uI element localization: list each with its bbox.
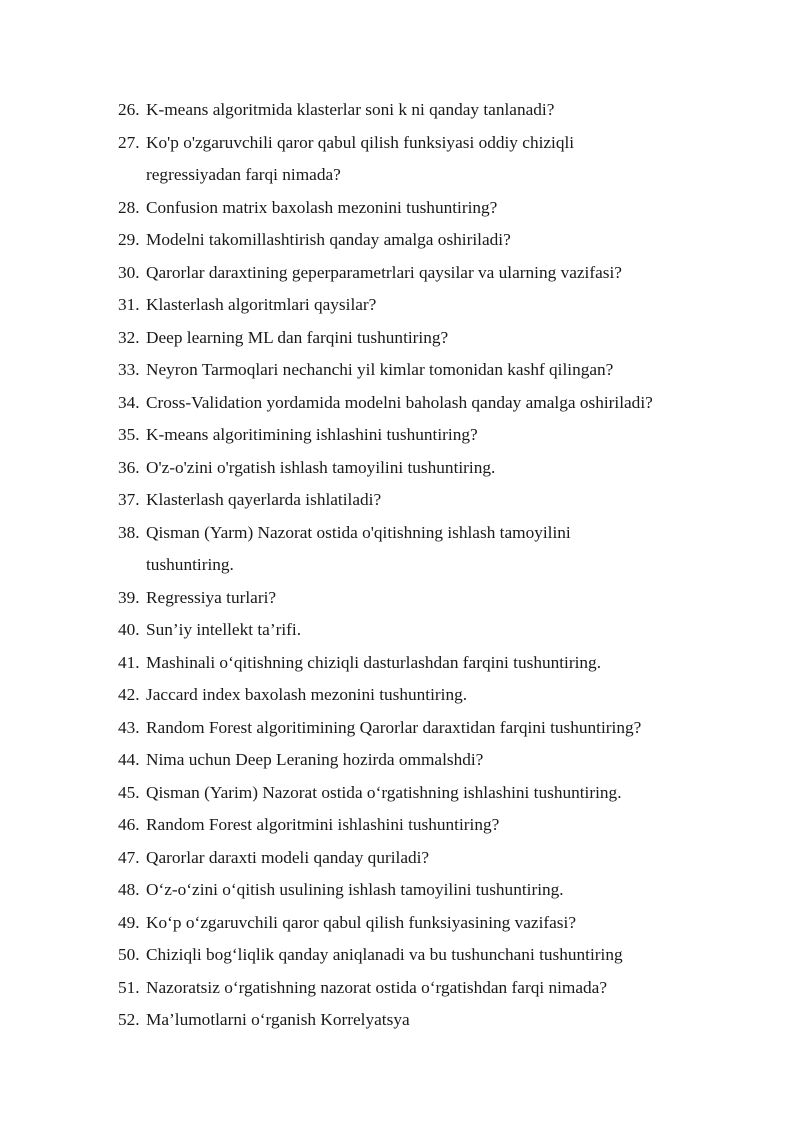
question-number: 38.: [118, 522, 140, 542]
question-text: [146, 127, 718, 192]
question-number: 45.: [118, 782, 140, 802]
question-text-line: Jaccard index baxolash mezonini tushuntiring.: [146, 685, 468, 704]
question-item: [118, 1004, 718, 1037]
question-text-line: O‘z-o‘zini o‘qitish usulining ishlash tamoyilini tushuntiring.: [146, 880, 564, 899]
question-number: 48.: [118, 880, 140, 899]
question-item: [118, 94, 718, 127]
question-item: [118, 777, 718, 810]
question-text: [146, 224, 718, 257]
question-text-line: Modelni takomillashtirish qanday amalga oshiriladi?: [146, 230, 511, 249]
question-item: [118, 972, 718, 1005]
question-item: [118, 289, 718, 322]
question-text: [146, 192, 718, 225]
question-text: [146, 874, 718, 907]
question-text: [146, 322, 718, 355]
question-text: [146, 452, 718, 485]
question-text: [146, 1004, 718, 1037]
question-item: [118, 744, 718, 777]
question-item: [118, 257, 718, 290]
question-text-line: Confusion matrix baxolash mezonini tushuntiring?: [146, 197, 498, 217]
question-number: 39.: [118, 587, 140, 607]
question-text-line: Random Forest algoritmini ishlashini tushuntiring?: [146, 815, 500, 834]
question-text: [146, 94, 718, 127]
question-number: 29.: [118, 230, 140, 249]
question-number: 47.: [118, 847, 140, 867]
question-text: [146, 257, 718, 290]
question-text-line: Nima uchun Deep Leraning hozirda ommalshdi?: [146, 750, 484, 769]
question-item: [118, 614, 718, 647]
question-text-line: tushuntiring.: [146, 555, 234, 574]
question-text-line: Ko'p o'zgaruvchili qaror qabul qilish funksiyasi oddiy chiziqli: [146, 132, 575, 152]
question-text-line: Qarorlar daraxtining geperparametrlari qaysilar va ularning vazifasi?: [146, 262, 622, 282]
question-number: 37.: [118, 490, 140, 509]
question-text-line: regressiyadan farqi nimada?: [146, 165, 341, 184]
question-text-line: Cross-Validation yordamida modelni baholash qanday amalga oshiriladi?: [146, 392, 653, 412]
question-text-line: Ma’lumotlarni o‘rganish Korrelyatsya: [146, 1010, 410, 1029]
question-list: [118, 94, 718, 1037]
question-text-line: Regressiya turlari?: [146, 587, 277, 607]
question-number: 35.: [118, 425, 140, 444]
question-number: 31.: [118, 295, 140, 314]
question-text-line: Mashinali o‘qitishning chiziqli dasturlashdan farqini tushuntiring.: [146, 652, 602, 672]
question-number: 36.: [118, 457, 140, 477]
question-text: [146, 744, 718, 777]
question-text: [146, 517, 718, 582]
question-item: [118, 354, 718, 387]
question-item: [118, 484, 718, 517]
question-number: 41.: [118, 652, 140, 672]
question-item: [118, 224, 718, 257]
question-text: [146, 712, 718, 745]
question-text-line: Random Forest algoritimining Qarorlar daraxtidan farqini tushuntiring?: [146, 717, 642, 737]
question-text-line: Qisman (Yarim) Nazorat ostida o‘rgatishning ishlashini tushuntiring.: [146, 782, 622, 802]
question-item: [118, 647, 718, 680]
question-number: 44.: [118, 750, 140, 769]
question-text: [146, 842, 718, 875]
question-item: [118, 712, 718, 745]
question-text: [146, 777, 718, 810]
question-text-line: Qarorlar daraxti modeli qanday quriladi?: [146, 847, 430, 867]
question-text: [146, 354, 718, 387]
question-item: [118, 517, 718, 582]
question-text: [146, 387, 718, 420]
question-text: [146, 809, 718, 842]
question-number: 33.: [118, 360, 140, 379]
question-text-line: Neyron Tarmoqlari nechanchi yil kimlar tomonidan kashf qilingan?: [146, 360, 614, 379]
question-text-line: Chiziqli bog‘liqlik qanday aniqlanadi va bu tushunchani tushuntiring: [146, 945, 623, 964]
question-item: [118, 192, 718, 225]
question-text-line: K-means algoritmida klasterlar soni k ni qanday tanlanadi?: [146, 100, 555, 119]
question-item: [118, 679, 718, 712]
question-text-line: Qisman (Yarm) Nazorat ostida o'qitishning ishlash tamoyilini: [146, 522, 571, 542]
question-item: [118, 874, 718, 907]
question-number: 42.: [118, 685, 140, 704]
question-text: [146, 647, 718, 680]
question-number: 43.: [118, 717, 140, 737]
question-text: [146, 614, 718, 647]
question-number: 34.: [118, 392, 140, 412]
question-number: 51.: [118, 977, 140, 997]
question-text: [146, 679, 718, 712]
question-number: 46.: [118, 815, 140, 834]
question-number: 27.: [118, 132, 140, 152]
question-item: [118, 419, 718, 452]
question-number: 50.: [118, 945, 140, 964]
question-text: [146, 907, 718, 940]
question-text-line: Deep learning ML dan farqini tushuntiring?: [146, 327, 449, 347]
question-text: [146, 419, 718, 452]
question-item: [118, 582, 718, 615]
question-number: 52.: [118, 1010, 140, 1029]
question-item: [118, 387, 718, 420]
question-number: 26.: [118, 100, 140, 119]
question-number: 28.: [118, 197, 140, 217]
question-text: [146, 972, 718, 1005]
question-text-line: Sun’iy intellekt ta’rifi.: [146, 620, 302, 639]
question-text-line: Ko‘p o‘zgaruvchili qaror qabul qilish funksiyasining vazifasi?: [146, 912, 576, 932]
question-text: [146, 939, 718, 972]
question-text-line: K-means algoritimining ishlashini tushuntiring?: [146, 425, 478, 444]
question-text-line: Klasterlash algoritmlari qaysilar?: [146, 295, 377, 314]
question-item: [118, 809, 718, 842]
question-text: [146, 289, 718, 322]
question-text: [146, 582, 718, 615]
question-text-line: O'z-o'zini o'rgatish ishlash tamoyilini tushuntiring.: [146, 457, 496, 477]
question-number: 49.: [118, 912, 140, 932]
question-item: [118, 907, 718, 940]
question-number: 32.: [118, 327, 140, 347]
question-text-line: Klasterlash qayerlarda ishlatiladi?: [146, 490, 382, 509]
question-number: 30.: [118, 262, 140, 282]
question-text: [146, 484, 718, 517]
question-text-line: Nazoratsiz o‘rgatishning nazorat ostida o‘rgatishdan farqi nimada?: [146, 977, 607, 997]
question-item: [118, 127, 718, 192]
question-item: [118, 452, 718, 485]
question-item: [118, 842, 718, 875]
question-number: 40.: [118, 620, 140, 639]
question-item: [118, 322, 718, 355]
question-item: [118, 939, 718, 972]
